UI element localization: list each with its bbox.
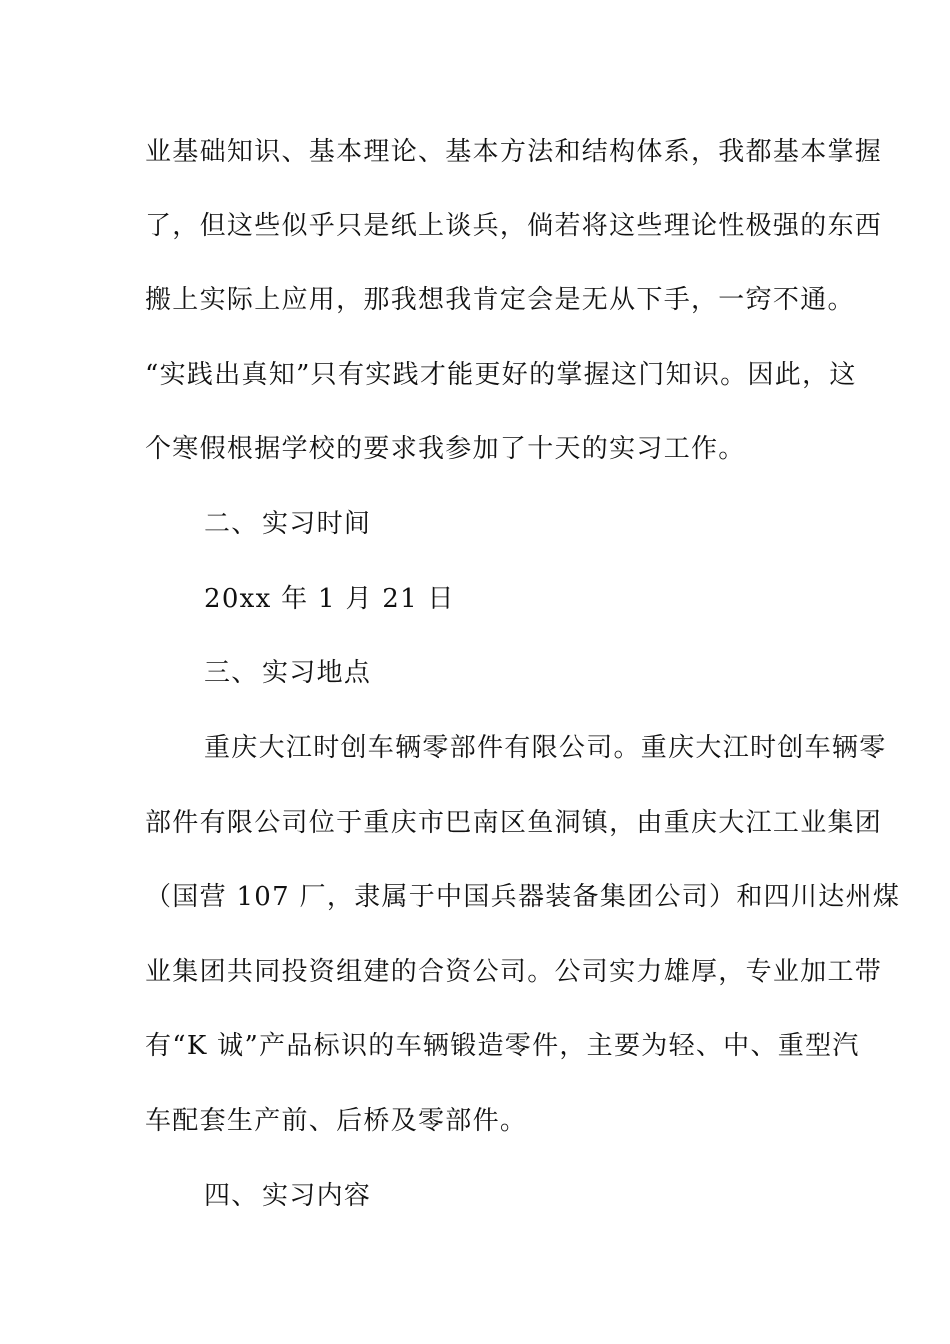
section-number: 二、 xyxy=(204,509,259,539)
paragraph-line: 部件有限公司位于重庆市巴南区鱼洞镇，由重庆大江工业集团 xyxy=(145,808,883,838)
section-title: 实习内容 xyxy=(262,1181,372,1211)
paragraph-line: 车配套生产前、后桥及零部件。 xyxy=(145,1106,528,1136)
paragraph-line: 业基础知识、基本理论、基本方法和结构体系，我都基本掌握 xyxy=(145,137,883,167)
section-heading-time xyxy=(204,507,884,541)
section-title: 实习地点 xyxy=(262,658,372,688)
section-title: 实习时间 xyxy=(262,509,372,539)
section-heading-content xyxy=(204,1179,884,1213)
section-number: 三、 xyxy=(204,658,259,688)
section-number: 四、 xyxy=(204,1181,259,1211)
paragraph-line: 搬上实际上应用，那我想我肯定会是无从下手，一窍不通。 xyxy=(145,285,855,315)
paragraph-line: “实践出真知”只有实践才能更好的掌握这门知识。因此，这 xyxy=(145,360,857,390)
internship-date: 20xx 年 1 月 21 日 xyxy=(204,584,455,614)
paragraph-line: 了，但这些似乎只是纸上谈兵，倘若将这些理论性极强的东西 xyxy=(145,211,883,241)
paragraph-line: 业集团共同投资组建的合资公司。公司实力雄厚，专业加工带 xyxy=(145,957,883,987)
paragraph-line: （国营 107 厂，隶属于中国兵器装备集团公司）和四川达州煤 xyxy=(145,882,901,912)
section-heading-location xyxy=(204,656,884,690)
paragraph-line: 重庆大江时创车辆零部件有限公司。重庆大江时创车辆零 xyxy=(204,733,887,763)
paragraph-line: 有“K 诚”产品标识的车辆锻造零件，主要为轻、中、重型汽 xyxy=(145,1031,860,1061)
paragraph-line: 个寒假根据学校的要求我参加了十天的实习工作。 xyxy=(145,434,746,464)
